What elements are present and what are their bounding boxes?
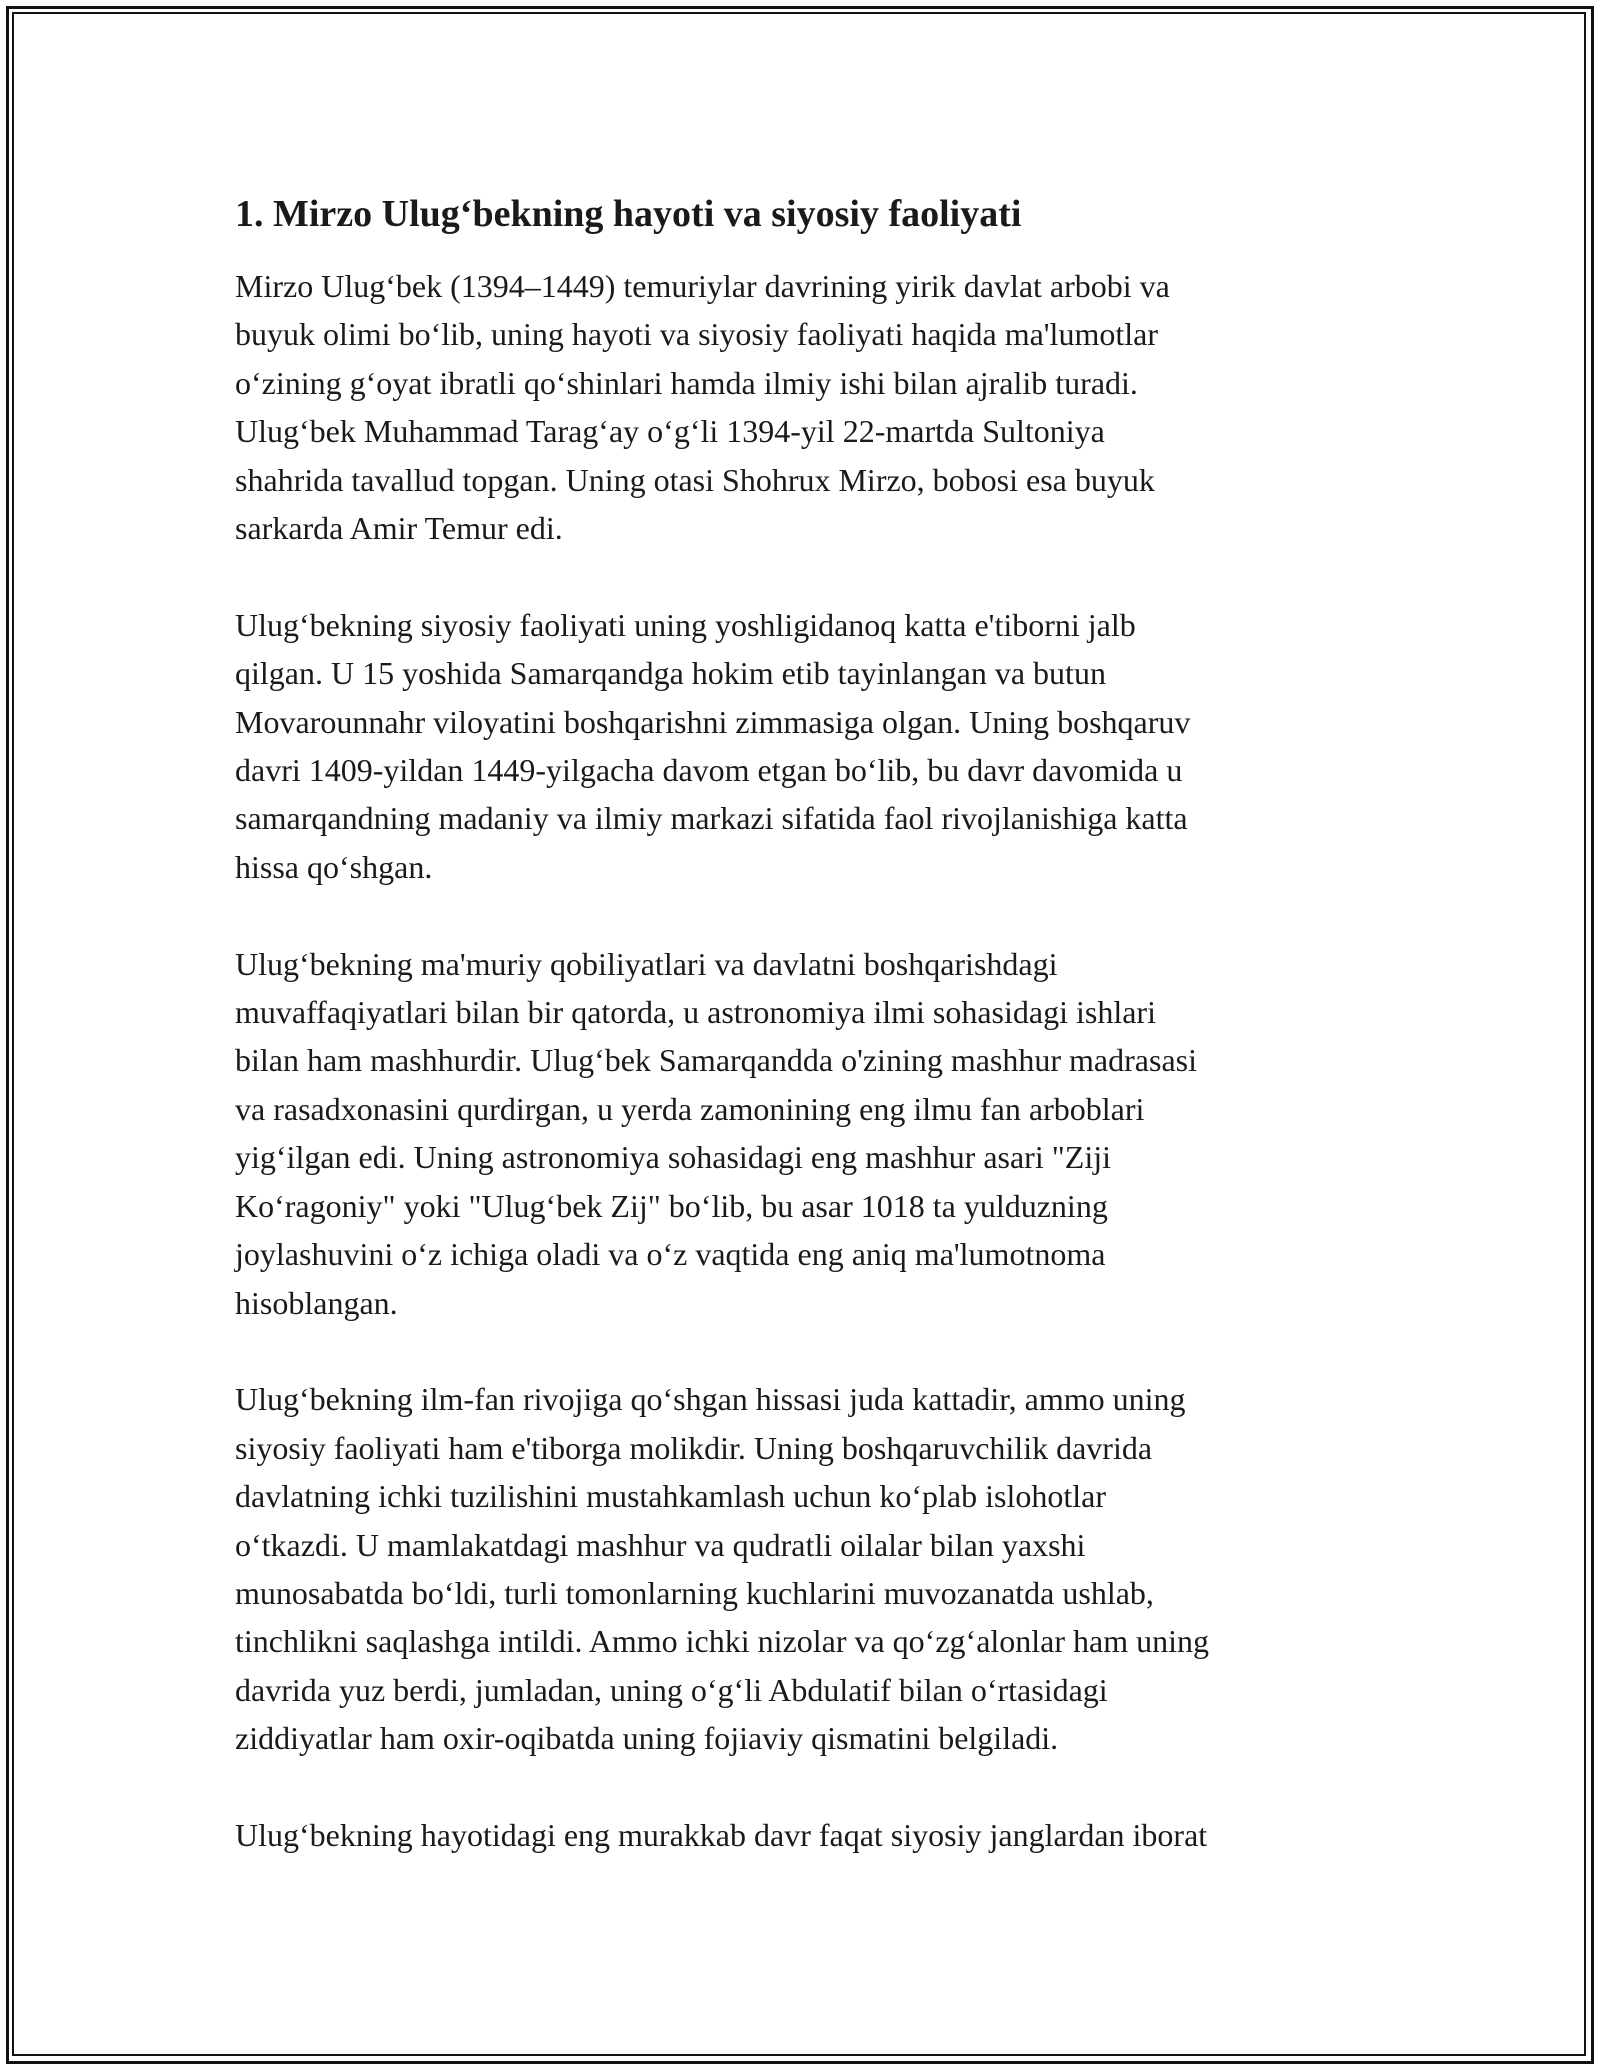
text-line: buyuk olimi bo‘lib, uning hayoti va siyosiy faoliyati haqida ma'lumotlar — [235, 316, 1158, 353]
text-line: yig‘ilgan edi. Uning astronomiya sohasidagi eng mashhur asari "Ziji — [235, 1139, 1111, 1176]
text-line: Ulug‘bekning siyosiy faoliyati uning yoshligidanoq katta e'tiborni jalb — [235, 606, 1136, 643]
text-line: o‘zining g‘oyat ibratli qo‘shinlari hamda ilmiy ishi bilan ajralib turadi. — [235, 364, 1138, 401]
text-line: davri 1409-yildan 1449-yilgacha davom etgan bo‘lib, bu davr davomida u — [235, 752, 1183, 789]
paragraph — [235, 1811, 1370, 1859]
text-line: Ulug‘bekning hayotidagi eng murakkab davr faqat siyosiy janglardan iborat — [235, 1816, 1208, 1853]
text-line: hissa qo‘shgan. — [235, 848, 433, 885]
text-line: Mirzo Ulug‘bek (1394–1449) temuriylar davrining yirik davlat arbobi va — [235, 268, 1170, 304]
paragraph — [235, 1375, 1370, 1762]
text-line: o‘tkazdi. U mamlakatdagi mashhur va qudratli oilalar bilan yaxshi — [235, 1526, 1086, 1563]
text-line: samarqandning madaniy va ilmiy markazi sifatida faol rivojlanishiga katta — [235, 800, 1188, 837]
text-line: Movarounnahr viloyatini boshqarishni zimmasiga olgan. Uning boshqaruv — [235, 703, 1191, 740]
text-line: siyosiy faoliyati ham e'tiborga molikdir. Uning boshqaruvchilik davrida — [235, 1429, 1153, 1466]
paragraph — [235, 940, 1370, 1327]
text-line: ziddiyatlar ham oxir-oqibatda uning fojiaviy qismatini belgiladi. — [235, 1720, 1059, 1757]
text-line: muvaffaqiyatlari bilan bir qatorda, u astronomiya ilmi sohasidagi ishlari — [235, 994, 1156, 1031]
text-line: Ulug‘bek Muhammad Tarag‘ay o‘g‘li 1394-yil 22-martda Sultoniya — [235, 413, 1105, 450]
text-line: sarkarda Amir Temur edi. — [235, 510, 563, 547]
text-line: joylashuvini o‘z ichiga oladi va o‘z vaqtida eng aniq ma'lumotnoma — [235, 1236, 1106, 1273]
text-line: Ko‘ragoniy" yoki "Ulug‘bek Zij" bo‘lib, bu asar 1018 ta yulduzning — [235, 1187, 1108, 1224]
text-line: va rasadxonasini qurdirgan, u yerda zamonining eng ilmu fan arboblari — [235, 1090, 1145, 1127]
text-line: hisoblangan. — [235, 1284, 398, 1321]
text-line: tinchlikni saqlashga intildi. Ammo ichki nizolar va qo‘zg‘alonlar ham uning — [235, 1623, 1210, 1660]
text-line: shahrida tavallud topgan. Uning otasi Shohrux Mirzo, bobosi esa buyuk — [235, 461, 1155, 498]
text-line: Ulug‘bekning ma'muriy qobiliyatlari va davlatni boshqarishdagi — [235, 945, 1058, 982]
text-line: davrida yuz berdi, jumladan, uning o‘g‘li Abdulatif bilan o‘rtasidagi — [235, 1671, 1108, 1708]
text-line: munosabatda bo‘ldi, turli tomonlarning kuchlarini muvozanatda ushlab, — [235, 1574, 1154, 1611]
paragraph — [235, 601, 1370, 891]
paragraph-container — [235, 262, 1370, 1859]
text-line: qilgan. U 15 yoshida Samarqandga hokim etib tayinlangan va butun — [235, 655, 1106, 692]
text-line: Ulug‘bekning ilm-fan rivojiga qo‘shgan hissasi juda kattadir, ammo uning — [235, 1381, 1186, 1418]
text-line: bilan ham mashhurdir. Ulug‘bek Samarqandda o'zining mashhur madrasasi — [235, 1042, 1197, 1079]
text-line: davlatning ichki tuzilishini mustahkamlash uchun ko‘plab islohotlar — [235, 1478, 1106, 1515]
document-body — [235, 188, 1370, 1908]
paragraph — [235, 262, 1370, 552]
section-heading: 1. Mirzo Ulug‘bekning hayoti va siyosiy faoliyati — [235, 193, 1022, 235]
